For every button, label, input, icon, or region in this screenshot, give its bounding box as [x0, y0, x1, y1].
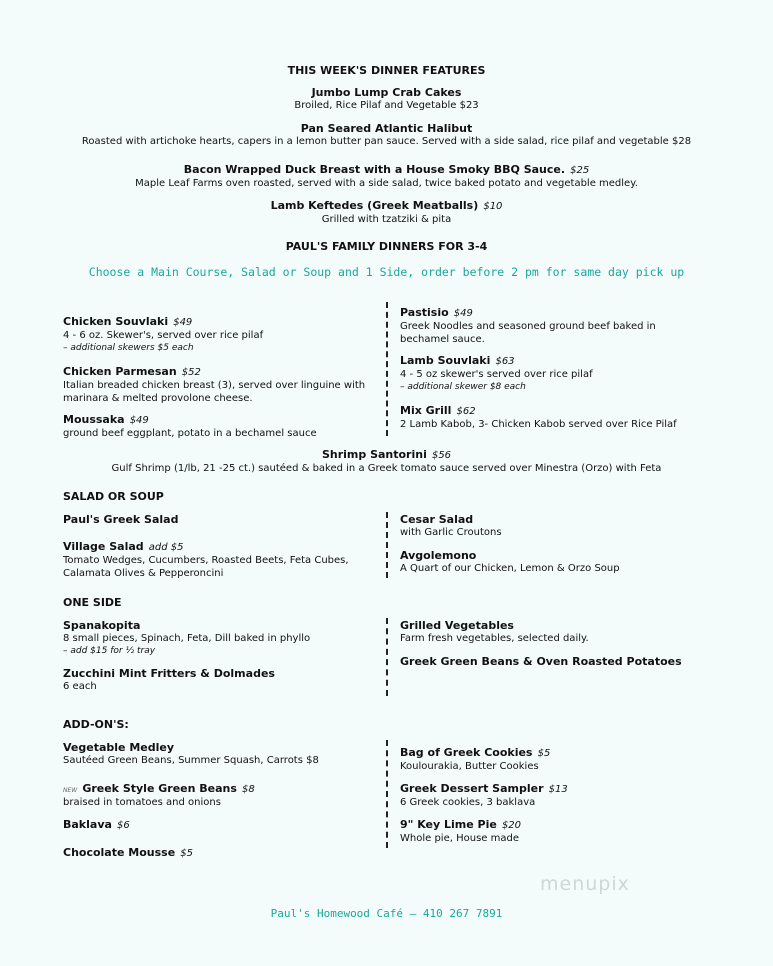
- column-divider: [386, 512, 388, 578]
- menu-item: [63, 535, 373, 580]
- item-price: $52: [181, 367, 201, 378]
- item-desc: 2 Lamb Kabob, 3- Chicken Kabob served over Rice Pilaf: [400, 419, 677, 430]
- feature-price: $10: [483, 201, 503, 212]
- item-desc: with Garlic Croutons: [400, 527, 502, 538]
- item-desc: 4 - 5 oz skewer's served over rice pilaf: [400, 369, 593, 380]
- item-name: Shrimp Santorini: [321, 448, 427, 461]
- menupix-watermark: menupix: [540, 873, 630, 895]
- item-name: Paul's Greek Salad: [63, 513, 179, 526]
- menu-item: [63, 360, 373, 408]
- side-right-column: [400, 619, 700, 668]
- item-price: $8: [242, 784, 255, 795]
- side-left-column: [63, 619, 373, 693]
- item-price: $20: [501, 820, 522, 831]
- item-desc: Whole pie, House made: [400, 833, 519, 844]
- item-desc: A Quart of our Chicken, Lemon & Orzo Soup: [400, 563, 620, 574]
- item-name: Grilled Vegetables: [400, 619, 514, 632]
- item-desc: Greek Noodles and seasoned ground beef baked in bechamel sauce.: [400, 321, 656, 345]
- item-desc: Farm fresh vegetables, selected daily.: [400, 633, 589, 644]
- menu-item: [63, 777, 373, 813]
- menu-item: [400, 813, 700, 845]
- column-divider: [386, 302, 388, 436]
- item-name: Mix Grill: [400, 404, 452, 417]
- menu-item: [400, 513, 700, 549]
- feature-desc: Broiled, Rice Pilaf and Vegetable $23: [294, 100, 479, 111]
- feature-item: [0, 86, 773, 112]
- item-name: Cesar Salad: [400, 513, 474, 526]
- feature-desc: Roasted with artichoke hearts, capers in a lemon butter pan sauce. Served with a side salad, rice pilaf and vegetable $28: [81, 136, 692, 147]
- menu-item: [0, 443, 773, 475]
- item-desc: 6 each: [63, 681, 97, 692]
- item-price: $49: [173, 317, 193, 328]
- item-desc: ground beef eggplant, potato in a bechamel sauce: [63, 428, 317, 439]
- feature-desc: Grilled with tzatziki & pita: [321, 214, 452, 225]
- menu-item: [63, 619, 373, 667]
- feature-desc: Maple Leaf Farms oven roasted, served with a side salad, twice baked potato and vegetable medley.: [135, 178, 638, 189]
- item-price: $49: [129, 415, 149, 426]
- item-name: Pastisio: [400, 306, 449, 319]
- item-name: Bag of Greek Cookies: [400, 746, 533, 759]
- menu-item: [63, 813, 373, 841]
- item-name: Spanakopita: [63, 619, 141, 632]
- family-heading: PAUL'S FAMILY DINNERS FOR 3-4: [285, 240, 488, 253]
- feature-item: [0, 158, 773, 190]
- menu-item: [400, 399, 700, 431]
- addons-right-column: [400, 741, 700, 845]
- item-name: Avgolemono: [400, 549, 477, 562]
- item-extra: – add $15 for ½ tray: [63, 646, 156, 656]
- family-note: Choose a Main Course, Salad or Soup and 1 Side, order before 2 pm for same day pick up: [88, 265, 685, 279]
- menu-item: [400, 349, 700, 399]
- item-name: Greek Dessert Sampler: [400, 782, 544, 795]
- item-price: $56: [431, 450, 452, 461]
- item-name: Baklava: [63, 818, 112, 831]
- item-name: 9" Key Lime Pie: [400, 818, 497, 831]
- feature-name: Bacon Wrapped Duck Breast with a House Smoky BBQ Sauce.: [183, 163, 566, 176]
- side-heading: ONE SIDE: [63, 596, 122, 609]
- menu-item: [63, 310, 373, 360]
- salad-right-column: [400, 513, 700, 575]
- item-desc: Koulourakia, Butter Cookies: [400, 761, 539, 772]
- menu-item: [63, 667, 373, 693]
- menu-item: [400, 549, 700, 575]
- menu-item: [400, 777, 700, 813]
- menu-item: [63, 408, 373, 440]
- item-desc: Gulf Shrimp (1/lb, 21 -25 ct.) sautéed & baked in a Greek tomato sauce served over Minestra (Orzo) with Feta: [111, 463, 662, 474]
- column-divider: [386, 740, 388, 848]
- item-price: add $5: [148, 542, 184, 553]
- family-left-column: [63, 310, 373, 440]
- salad-left-column: [63, 513, 373, 580]
- item-name: Village Salad: [63, 540, 144, 553]
- new-badge: NEW: [63, 787, 78, 794]
- menu-item: [400, 655, 700, 668]
- footer-contact: Paul's Homewood Café – 410 267 7891: [270, 907, 503, 920]
- item-name: Greek Style Green Beans: [82, 782, 237, 795]
- item-desc: 8 small pieces, Spinach, Feta, Dill baked in phyllo: [63, 633, 311, 644]
- item-desc: Sautéed Green Beans, Summer Squash, Carrots $8: [63, 755, 319, 766]
- menu-item: [63, 741, 373, 777]
- item-price: $5: [180, 848, 193, 859]
- feature-item: [0, 194, 773, 226]
- item-name: Chocolate Mousse: [63, 846, 176, 859]
- addons-left-column: [63, 741, 373, 860]
- item-desc: braised in tomatoes and onions: [63, 797, 221, 808]
- feature-name: Jumbo Lump Crab Cakes: [311, 86, 462, 99]
- item-name: Zucchini Mint Fritters & Dolmades: [63, 667, 275, 680]
- addons-heading: ADD-ON'S:: [63, 718, 129, 731]
- item-desc: Italian breaded chicken breast (3), served over linguine with marinara & melted provolone cheese.: [63, 380, 366, 404]
- family-right-column: [400, 301, 700, 431]
- feature-name: Pan Seared Atlantic Halibut: [300, 122, 473, 135]
- item-price: $49: [453, 308, 473, 319]
- feature-name: Lamb Keftedes (Greek Meatballs): [270, 199, 479, 212]
- item-price: $13: [548, 784, 568, 795]
- salad-heading: SALAD OR SOUP: [63, 490, 164, 503]
- item-price: $5: [537, 748, 551, 759]
- item-desc: 6 Greek cookies, 3 baklava: [400, 797, 536, 808]
- feature-price: $25: [570, 165, 590, 176]
- feature-item: [0, 122, 773, 148]
- item-name: Chicken Parmesan: [63, 365, 177, 378]
- menu-item: [400, 301, 700, 349]
- item-name: Chicken Souvlaki: [63, 315, 169, 328]
- column-divider: [386, 618, 388, 696]
- item-desc: 4 - 6 oz. Skewer's, served over rice pilaf: [63, 330, 264, 341]
- item-extra: – additional skewers $5 each: [63, 343, 194, 353]
- item-price: $63: [495, 356, 515, 367]
- menu-item: [63, 841, 373, 860]
- menu-item: [400, 741, 700, 777]
- item-name: Moussaka: [63, 413, 125, 426]
- item-name: Vegetable Medley: [63, 741, 175, 754]
- menu-item: [400, 619, 700, 655]
- item-price: $6: [117, 820, 130, 831]
- item-desc: Tomato Wedges, Cucumbers, Roasted Beets, Feta Cubes, Calamata Olives & Pepperoncini: [63, 555, 349, 579]
- menu-item: [63, 513, 373, 535]
- item-name: Greek Green Beans & Oven Roasted Potatoes: [400, 655, 682, 668]
- item-name: Lamb Souvlaki: [400, 354, 491, 367]
- item-price: $62: [456, 406, 476, 417]
- features-heading: THIS WEEK'S DINNER FEATURES: [287, 64, 486, 77]
- item-extra: – additional skewer $8 each: [400, 382, 526, 392]
